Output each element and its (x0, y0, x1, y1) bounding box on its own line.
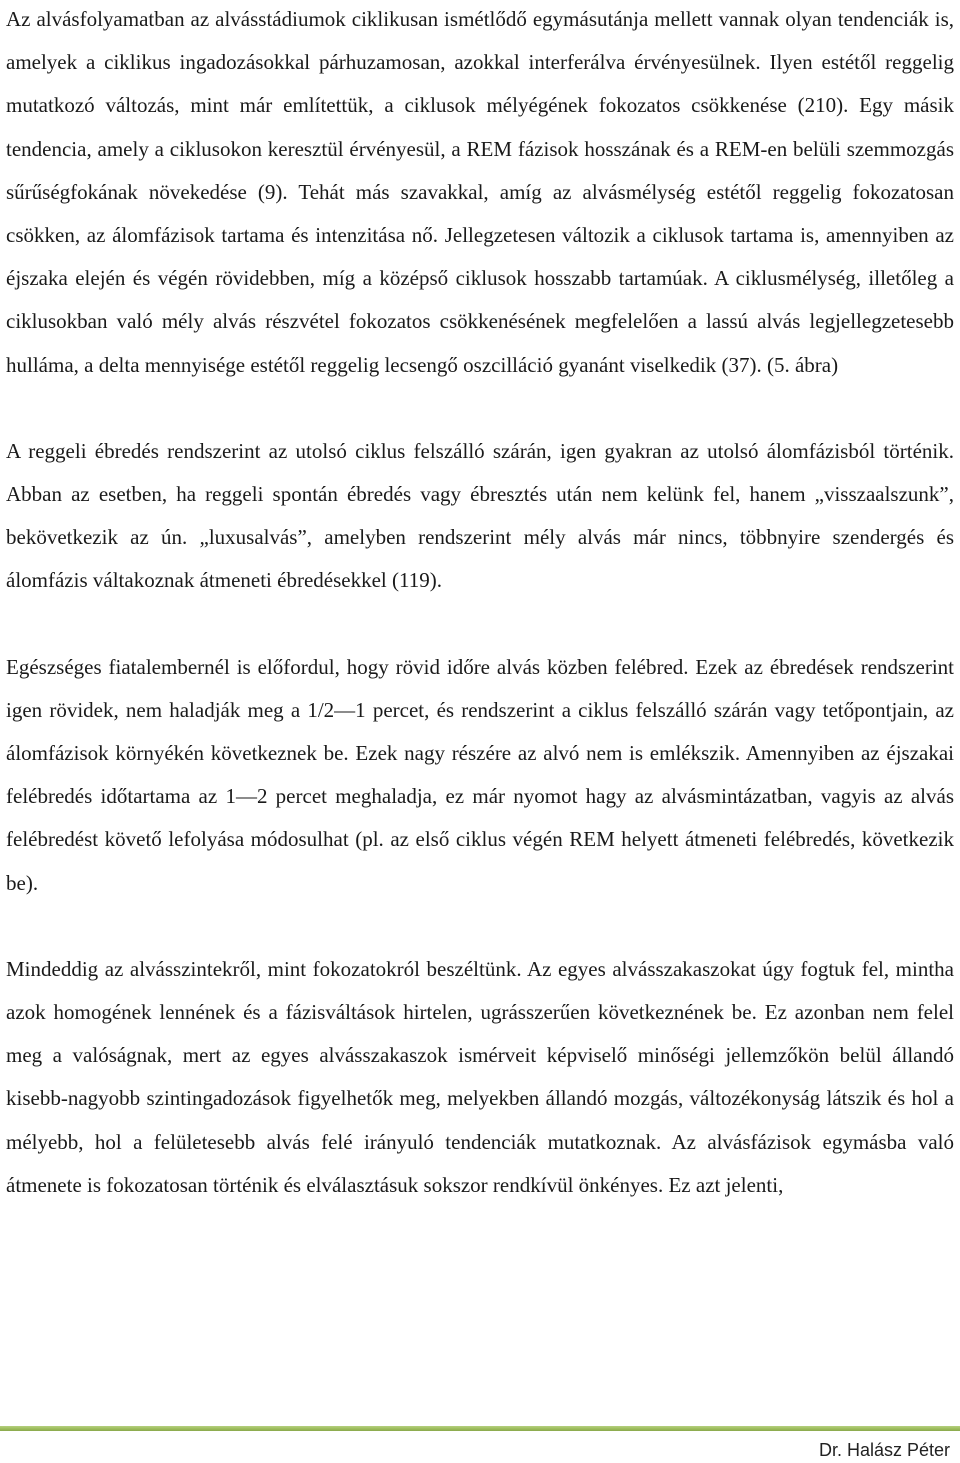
paragraph-3: Egészséges fiatalembernél is előfordul, hogy rövid időre alvás közben felébred. Ezek az ébredések rendszerint igen rövidek, nem haladják meg a 1/2—1 percet, és rendszerint a ciklus felszálló szárán vagy tetőpontjain, az álomfázisok környékén következnek be. Ezek nagy részére az alvó nem is emlékszik. Amennyiben az éjszakai felébredés időtartama az 1—2 percet meghaladja, ez már nyomot hagy az alvásmintázatban, vagyis az alvás felébredést követő lefolyása módosulhat (pl. az első ciklus végén REM helyett átmeneti felébredés, következik be). (6, 654, 954, 895)
paragraph-1: Az alvásfolyamatban az alvásstádiumok ciklikusan ismétlődő egymásutánja mellett vannak olyan tendenciák is, amelyek a ciklikus ingadozásokkal párhuzamosan, azokkal interferálva érvényesülnek. Ilyen estétől reggelig mutatkozó változás, mint már említettük, a ciklusok mélyégének fokozatos csökkenése (210). Egy másik tendencia, amely a ciklusokon keresztül érvényesül, a REM fázisok hosszának és a REM-en belüli szemmozgás sűrűségfokának növekedése (9). Tehát más szavakkal, amíg az alvásmélység estétől reggelig fokozatosan csökken, az álomfázisok tartama és intenzitása nő. Jellegzetesen változik a ciklusok tartama is, amennyiben az éjszaka elején és végén rövidebben, míg a középső ciklusok hosszabb tartamúak. A ciklusmélység, illetőleg a ciklusokban való mély alvás részvétel fokozatos csökkenésének megfelelően a lassú alvás legjellegzetesebb hulláma, a delta mennyisége estétől reggelig lecsengő oszcilláció gyanánt viselkedik (37). (5. ábra) (6, 7, 954, 377)
body-text (6, 0, 954, 1207)
paragraph-2: A reggeli ébredés rendszerint az utolsó ciklus felszálló szárán, igen gyakran az utolsó álomfázisból történik. Abban az esetben, ha reggeli spontán ébredés vagy ébresztés után nem kelünk fel, hanem „visszaalszunk”, bekövetkezik az ún. „luxusalvás”, amelyben rendszerint mély alvás már nincs, többnyire szendergés és álomfázis váltakoznak átmeneti ébredésekkel (119). (6, 438, 954, 593)
paragraph-4: Mindeddig az alvásszintekről, mint fokozatokról beszéltünk. Az egyes alvásszakaszokat úgy fogtuk fel, mintha azok homogének lennének és a fázisváltások hirtelen, ugrásszerűen következnének be. Ez azonban nem felel meg a valóságnak, mert az egyes alvásszakaszok ismérveit képviselő minőségi jellemzőkön belül állandó kisebb-nagyobb szintingadozások figyelhetők meg, melyekben állandó mozgás, változékonyság látszik és hol a mélyebb, hol a felületesebb alvás felé irányuló tendenciák mutatkoznak. Az alvásfázisok egymásba való átmenete is fokozatosan történik és elválasztásuk sokszor rendkívül önkényes. Ez azt jelenti, (6, 956, 954, 1197)
footer-author: Dr. Halász Péter (818, 1440, 950, 1460)
footer-divider (0, 1426, 960, 1431)
